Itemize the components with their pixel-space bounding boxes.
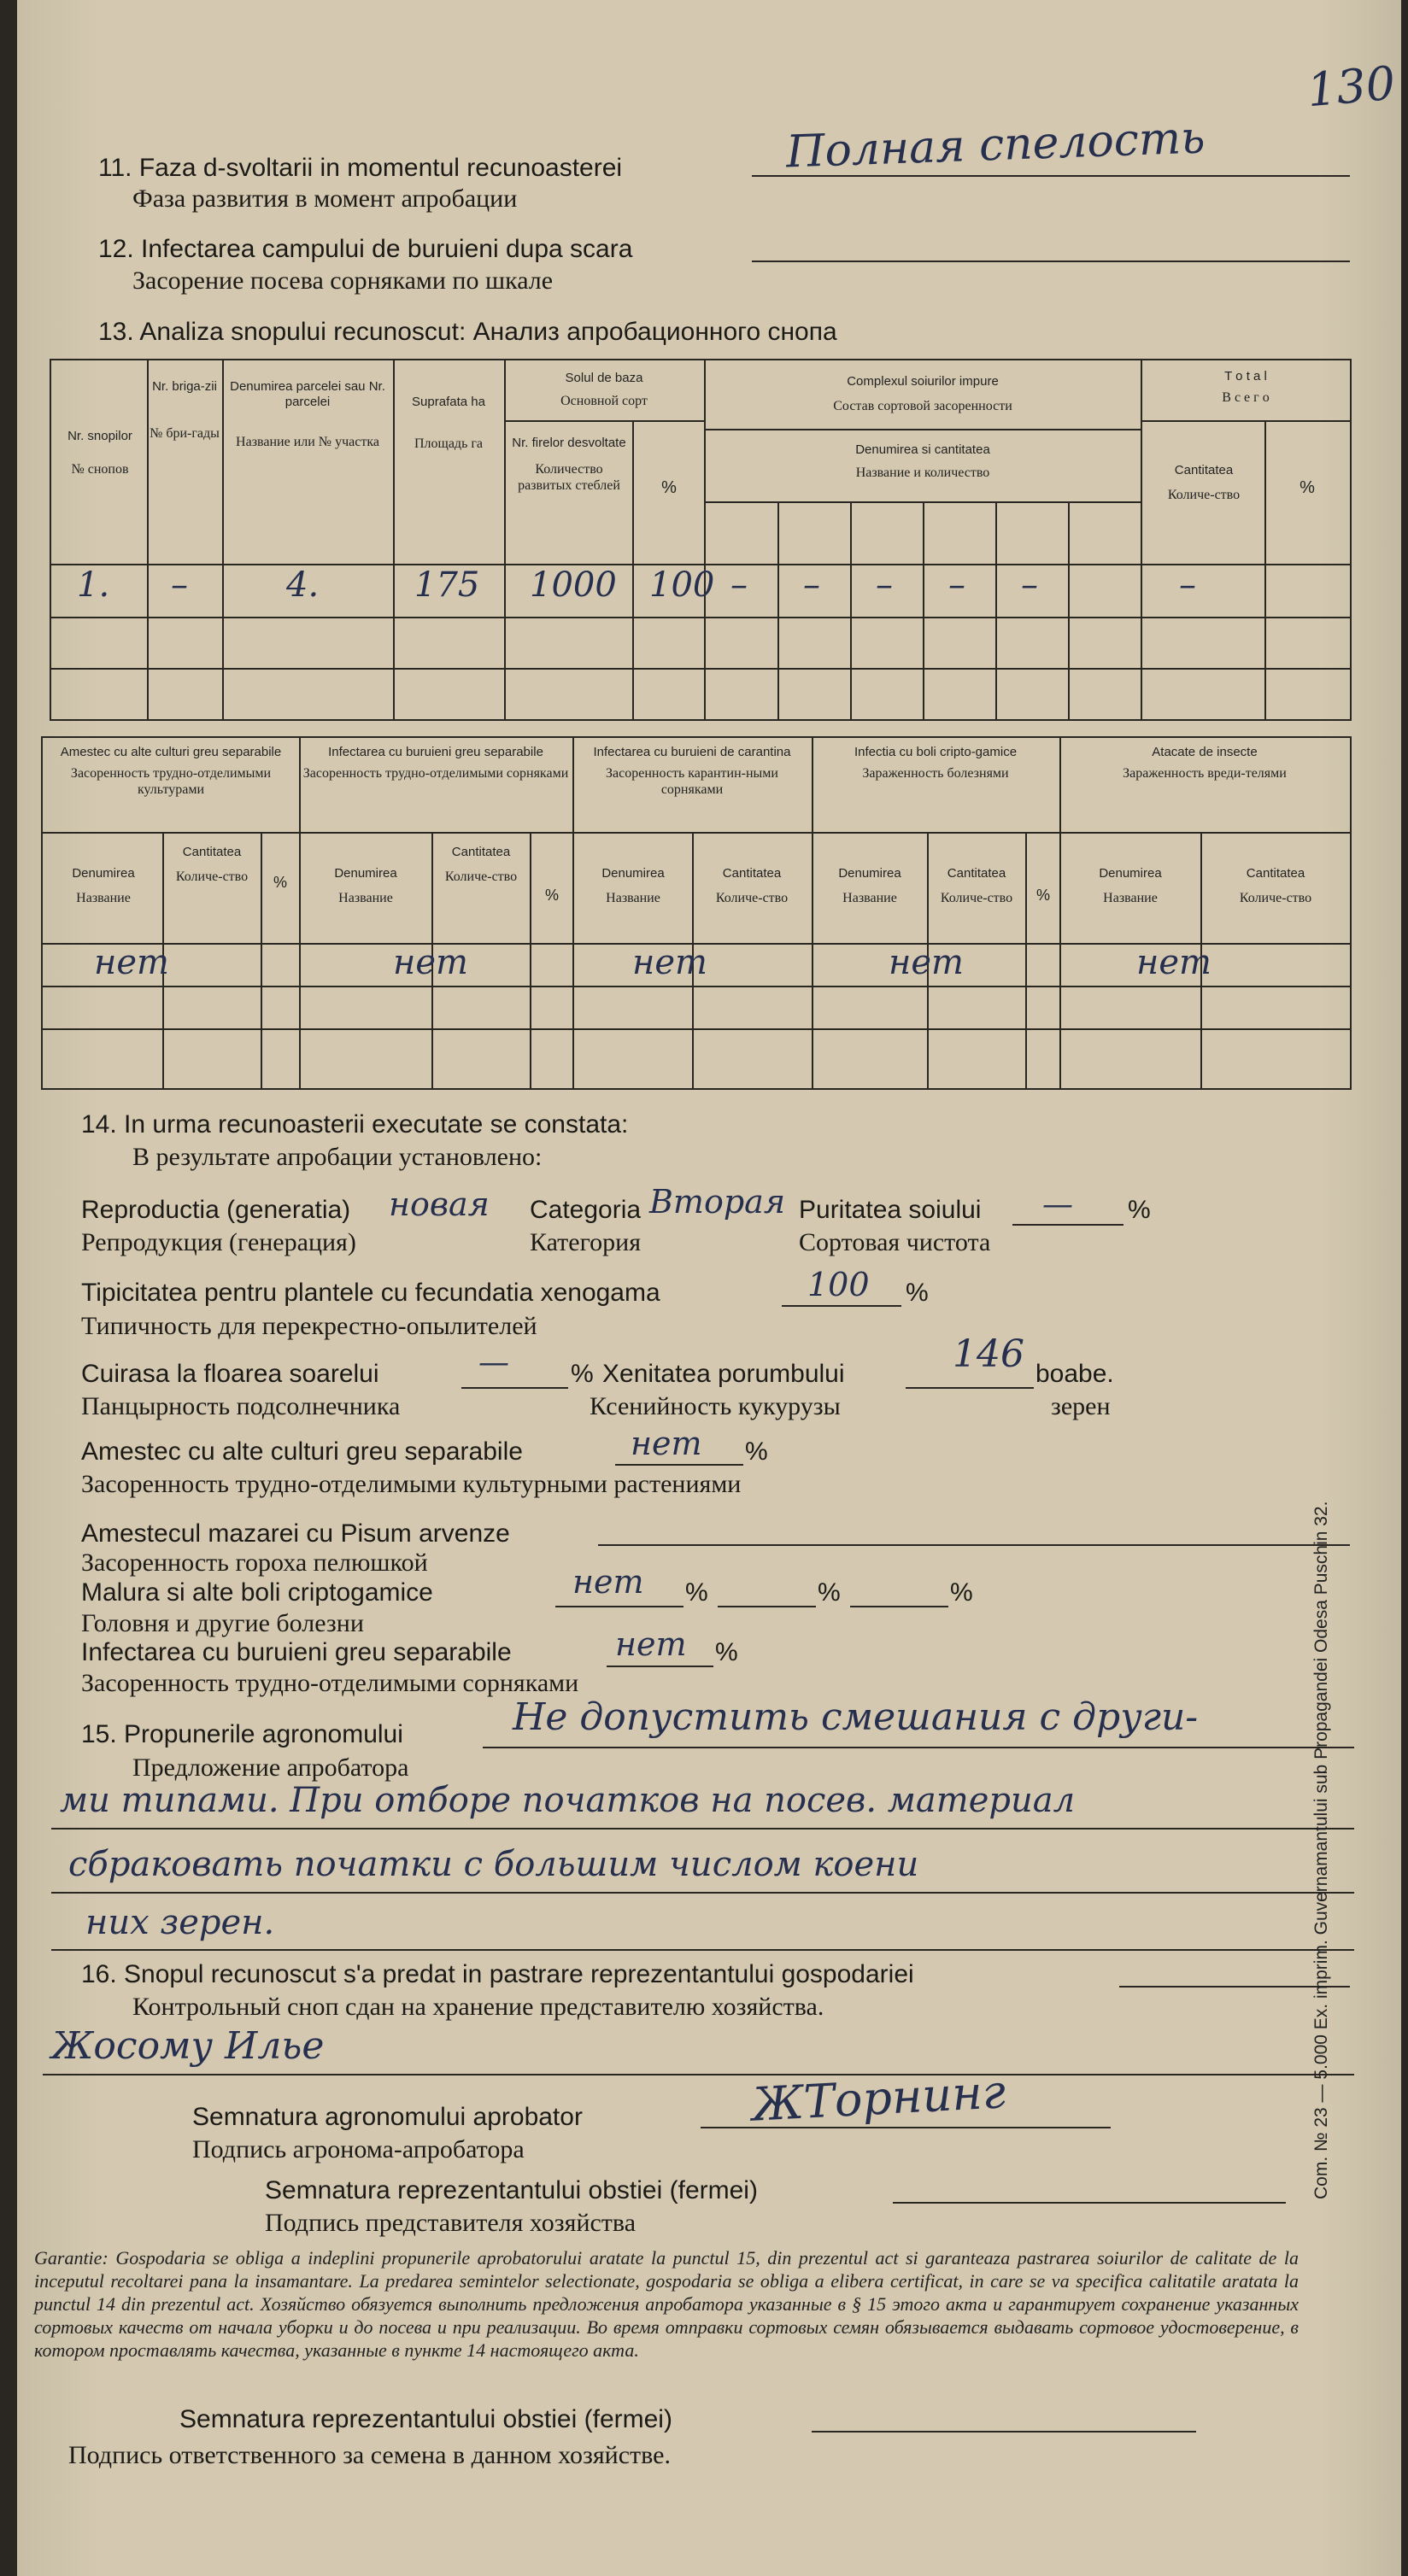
amestec-value: нет [631, 1425, 702, 1462]
cell-denum-4: – [948, 565, 965, 605]
categoria-ro: Categoria [530, 1196, 642, 1224]
infectarea-ro: Infectarea cu buruieni greu separabile [81, 1638, 512, 1666]
item16-ro: 16. Snopul recunoscut s'a predat in pastrare reprezentantului gospodariei [81, 1960, 914, 1988]
infection-table [41, 736, 1352, 1090]
cell-brigada: – [171, 565, 188, 605]
sig-repr-ru: Подпись представителя хозяйства [265, 2209, 637, 2237]
page-number: 130 [1305, 56, 1398, 118]
infection-value-3: нет [632, 943, 707, 982]
malura-ru: Головня и другие болезни [81, 1609, 364, 1637]
snop-analysis-table [50, 359, 1352, 721]
infectarea-ru: Засоренность трудно-отделимыми сорняками [81, 1669, 579, 1697]
malura-pct-3: % [950, 1578, 973, 1607]
cuirasa-value: — [478, 1345, 509, 1380]
tipicitatea-ru: Типичность для перекрестно-опылителей [81, 1312, 537, 1340]
th2-cant: Cantitatea Количе-ство [444, 845, 518, 884]
th2-pct: % [273, 874, 287, 891]
th2-denum: Denumirea Название [1099, 866, 1162, 905]
th2-group-4: Infectia cu boli cripto-gamice Зараженность болезнями [854, 745, 1018, 781]
cell-denum-3: – [876, 565, 893, 605]
item11-value: Полная спелость [785, 112, 1206, 179]
th-denumirea-cant: Denumirea si cantitatea Название и количество [855, 442, 990, 480]
th2-pct: % [544, 887, 559, 904]
th-pct-2: % [1299, 478, 1315, 497]
puritatea-value: — [1042, 1187, 1073, 1222]
puritatea-ru: Сортовая чистота [799, 1228, 991, 1256]
th2-cant: Cantitatea Количе-ство [715, 866, 789, 905]
printer-imprint: Com. № 23 — 5.000 Ex. imprim. Guvernamantului sub Propagandei Odesa Puschin 32. [1311, 1501, 1331, 2199]
xenitatea-ro: Xenitatea porumbului [602, 1360, 845, 1388]
th-brigada: Nr. briga-zii № бри-гады [150, 379, 220, 441]
malura-value: нет [572, 1563, 644, 1601]
infectarea-pct: % [715, 1638, 738, 1666]
sig-repr-ro: Semnatura reprezentantului obstiei (fermei) [265, 2176, 758, 2204]
garantie-text: Garantie: Gospodaria se obliga a indeplini propunerile aprobatorului aratate la punctul 15, din prezentul act si garanteaza pastrarea soiurilor de calitate de la inceputul recoltarei pana la insamantare. La predarea semintelor selectionate, gospodaria se obliga a elibera certificat, in care se va specifica calitatile aratata la punctul 14 din prezentul act. Хозяйство обязуется выполнить предложения апробатора указанные в § 15 этого акта и гарантирует сохранение указанных сортовых качеств от начала уборки и до посева и при реализации. Во время отправки сортовых семян обязывается выдавать сортовое удостоверение, в котором проставлять качества, указанные в пункте 14 настоящего акта. [34, 2247, 1299, 2361]
mazarei-ru: Засоренность гороха пелюшкой [81, 1549, 428, 1577]
th2-group-5: Atacate de insecte Зараженность вреди-телями [1123, 745, 1287, 781]
cell-denum-2: – [803, 565, 820, 605]
th-nr-fire: Nr. firelor desvoltate Количество развитых стеблей [512, 436, 626, 493]
item15-line-2: ми типами. При отборе початков на посев. материал [60, 1781, 1076, 1820]
cell-suprafata: 175 [414, 565, 480, 605]
th2-denum: Denumirea Название [334, 866, 397, 905]
infection-value-4: нет [889, 943, 964, 982]
item12-ro: 12. Infectarea campului de buruieni dupa scara [98, 235, 633, 263]
categoria-value: Вторая [649, 1183, 785, 1221]
th-total-cant: Cantitatea Количе-ство [1167, 463, 1241, 502]
th2-denum: Denumirea Название [838, 866, 901, 905]
amestec-ro: Amestec cu alte culturi greu separabile [81, 1437, 523, 1466]
item16-ru: Контрольный сноп сдан на хранение представителю хозяйства. [132, 1993, 824, 2021]
item12-ru: Засорение посева сорняками по шкале [132, 266, 554, 295]
infection-value-2: нет [393, 943, 468, 982]
th2-cant: Cantitatea Количе-ство [1239, 866, 1312, 905]
cell-total: – [1179, 565, 1196, 605]
cell-nr-snop: 1. [77, 565, 110, 605]
th-total: T o t a l В с е г о [1222, 369, 1270, 405]
item15-line-4: них зерен. [85, 1903, 275, 1942]
boabe-ru: зерен [1051, 1392, 1111, 1420]
cuirasa-ru: Панцырность подсолнечника [81, 1392, 401, 1420]
cell-denum-5: – [1021, 565, 1038, 605]
item14-ru: В результате апробации установлено: [132, 1143, 543, 1171]
categoria-ru: Категория [530, 1228, 641, 1256]
sig-agronom: ЖТорнинг [750, 2064, 1007, 2132]
th-nr-snop: Nr. snopilor № снопов [67, 429, 132, 477]
th2-cant: Cantitatea Количе-ство [175, 845, 249, 884]
final-ru: Подпись ответственного за семена в данном хозяйстве. [68, 2441, 671, 2469]
boabe-ro: boabe. [1035, 1360, 1114, 1388]
cell-parcel: 4. [286, 565, 320, 605]
item15-ru: Предложение апробатора [132, 1753, 409, 1782]
th-pct-1: % [661, 478, 677, 497]
infectarea-value: нет [615, 1625, 687, 1663]
th2-cant: Cantitatea Количе-ство [940, 866, 1013, 905]
amestec-pct: % [745, 1437, 768, 1466]
puritatea-ro: Puritatea soiului [799, 1196, 982, 1224]
item14-ro: 14. In urma recunoasterii executate se constata: [81, 1110, 629, 1139]
xenitatea-value: 146 [953, 1332, 1024, 1376]
cell-nr-fire: 1000 [530, 565, 617, 605]
mazarei-ro: Amestecul mazarei cu Pisum arvenze [81, 1519, 510, 1548]
sig-agronom-ro: Semnatura agronomului aprobator [192, 2103, 583, 2131]
cell-denum-1: – [730, 565, 748, 605]
th2-denum: Denumirea Название [72, 866, 135, 905]
th-solul: Solul de baza Основной сорт [560, 371, 648, 408]
sig-agronom-ru: Подпись агронома-апробатора [192, 2135, 525, 2163]
malura-pct-1: % [685, 1578, 708, 1607]
item15-ro: 15. Propunerile agronomului [81, 1720, 403, 1748]
reproductia-ro: Reproductia (generatia) [81, 1196, 351, 1224]
document-page [17, 0, 1401, 2576]
cuirasa-ro: Cuirasa la floarea soarelui [81, 1360, 379, 1388]
final-ro: Semnatura reprezentantului obstiei (fermei) [179, 2405, 672, 2433]
th2-group-1: Amestec cu alte culturi greu separabile Засоренность трудно-отделимыми культурами [60, 745, 282, 797]
malura-ro: Malura si alte boli criptogamice [81, 1578, 433, 1607]
item11-ru: Фаза развития в момент апробации [132, 184, 518, 213]
reproductia-ru: Репродукция (генерация) [81, 1228, 356, 1256]
item15-line-3: сбраковать початки с большим числом коени [68, 1845, 919, 1884]
malura-pct-2: % [818, 1578, 841, 1607]
puritatea-pct: % [1128, 1196, 1151, 1224]
item15-line-1: Не допустить смешания с други- [513, 1695, 1199, 1739]
th2-denum: Denumirea Название [601, 866, 665, 905]
th-parcel: Denumirea parcelei sau Nr. parcelei Название или № участка [230, 379, 385, 449]
cell-pct: 100 [649, 565, 715, 605]
amestec-ru: Засоренность трудно-отделимыми культурными растениями [81, 1470, 742, 1498]
tipicitatea-pct: % [906, 1279, 929, 1307]
infection-value-5: нет [1136, 943, 1211, 982]
th2-pct: % [1035, 887, 1050, 904]
tipicitatea-value: 100 [807, 1266, 870, 1303]
reproductia-value: новая [389, 1186, 490, 1223]
item13-label: 13. Analiza snopului recunoscut: Анализ апробационного снопа [98, 318, 837, 346]
th2-group-3: Infectarea cu buruieni de carantina Засоренность карантин-ными сорняками [593, 745, 791, 797]
tipicitatea-ro: Tipicitatea pentru plantele cu fecundatia xenogama [81, 1279, 660, 1307]
th2-group-2: Infectarea cu buruieni greu separabile Засоренность трудно-отделимыми сорняками [302, 745, 569, 781]
xenitatea-ru: Ксенийность кукурузы [590, 1392, 841, 1420]
infection-value-1: нет [94, 943, 169, 982]
item16-value: Жосому Илье [51, 2024, 325, 2068]
th-complexul: Complexul soiurilor impure Состав сортовой засоренности [833, 374, 1012, 413]
cuirasa-pct: % [571, 1360, 594, 1388]
item11-ro: 11. Faza d-svoltarii in momentul recunoasterei [98, 154, 623, 182]
th-suprafata: Suprafata ha Площадь га [412, 395, 485, 451]
